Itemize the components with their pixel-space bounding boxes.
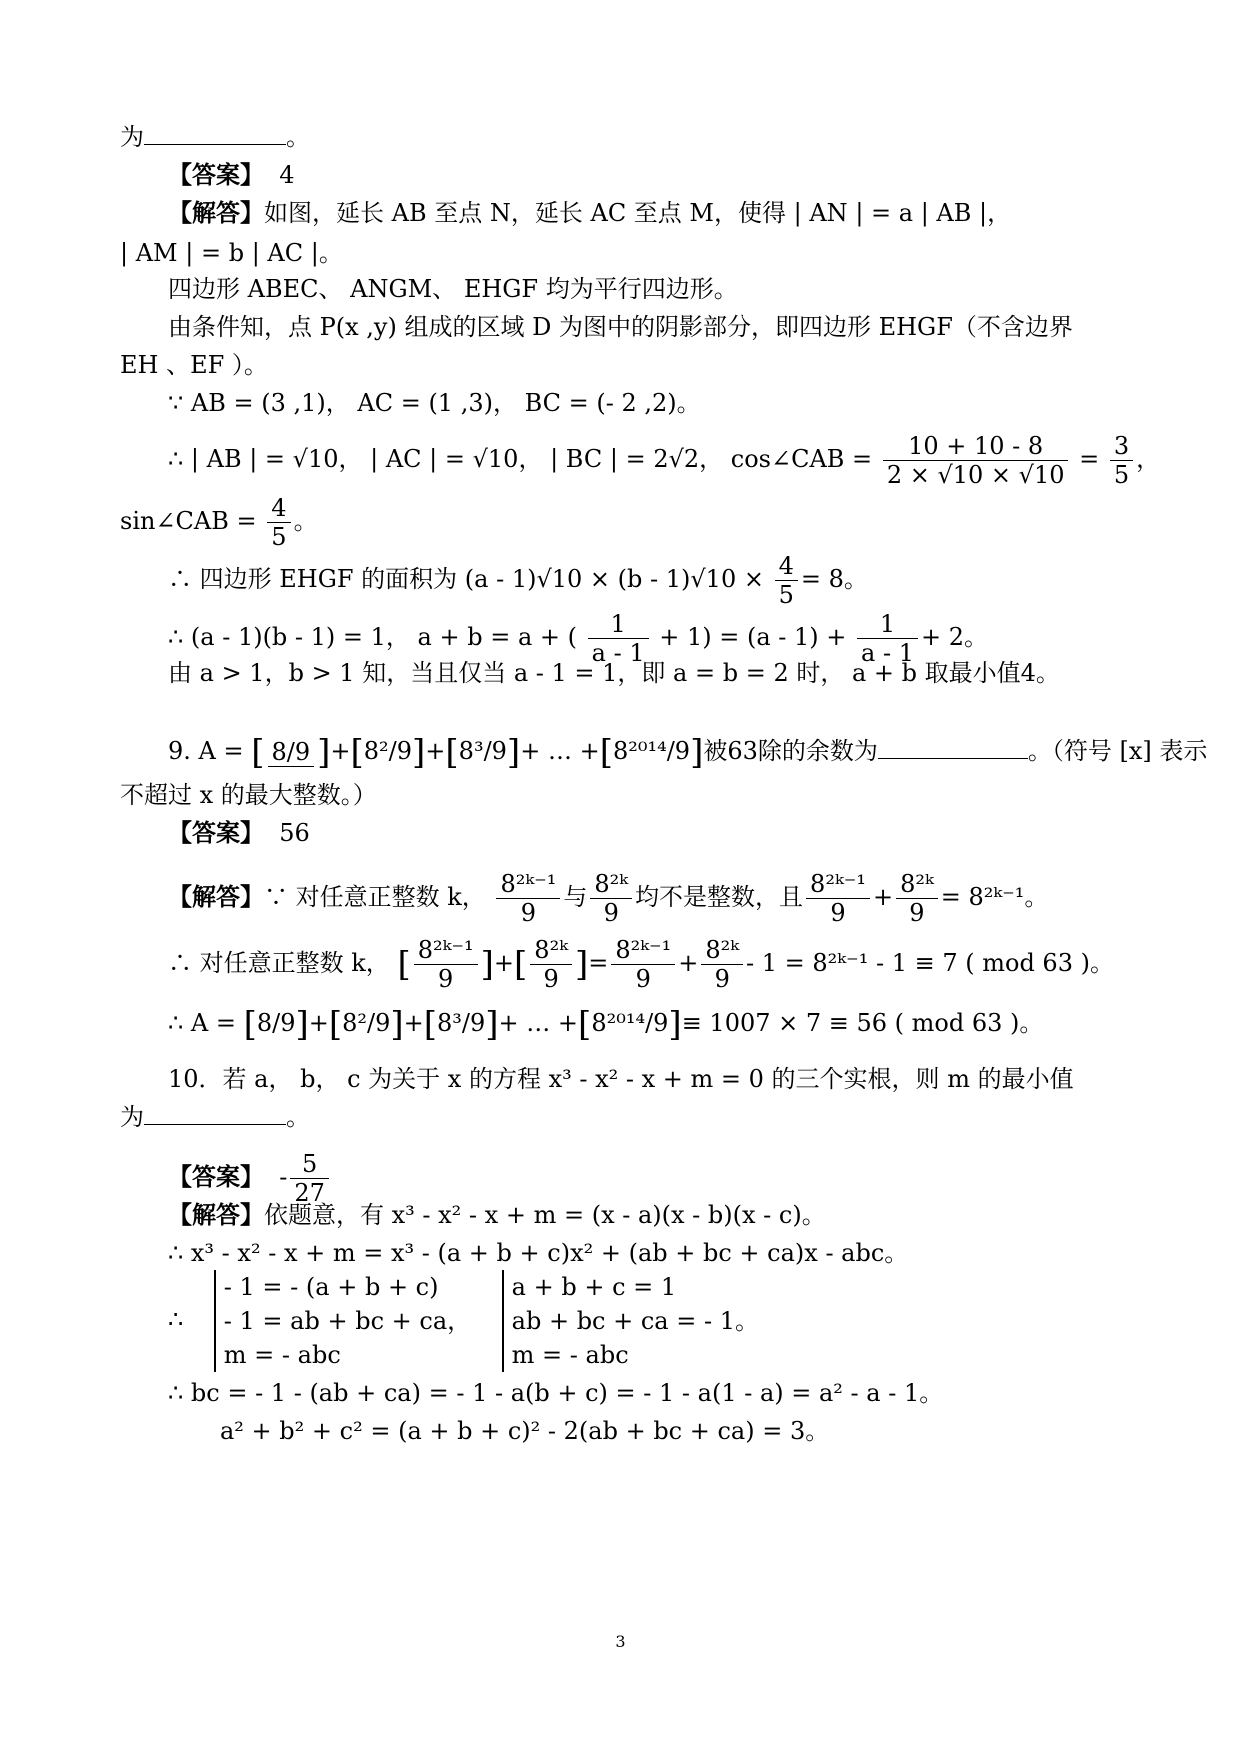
text: ≡ 1007 × 7 ≡ 56 ( mod 63 )。	[681, 1009, 1044, 1037]
denominator: a - 1	[591, 639, 645, 667]
numerator: 8²ᵏ	[530, 936, 572, 965]
floor-bracket: [	[243, 1004, 257, 1045]
floor-bracket: [	[578, 1004, 592, 1045]
solution-q10-line1	[168, 1200, 1178, 1230]
text: - 1 = 8²ᵏ⁻¹ - 1 ≡ 7 ( mod 63 )。	[746, 949, 1114, 977]
term: 8²⁰¹⁴/9	[591, 1009, 669, 1037]
denominator: 9	[438, 965, 454, 993]
text: ∴ x³ - x² - x + m = x³ - (a + b + c)x² + (ab + bc + ca)x - abc。	[168, 1239, 909, 1267]
text: EH 、EF ）。	[120, 351, 268, 379]
text: 均不是整数，且	[635, 883, 804, 911]
numerator: 4	[267, 494, 290, 523]
equation: m = - abc	[511, 1341, 629, 1369]
equation: - 1 = ab + bc + ca，	[223, 1307, 472, 1335]
line-blank-q8	[120, 122, 1130, 152]
question-9: 9. A = [ 8/9 ]+[8²/9]+[8³/9]+ … +[8²⁰¹⁴/9]被63除的余数为 。（符号 [x] 表示	[168, 732, 1208, 773]
floor-bracket: [	[350, 732, 364, 773]
text: ∴ | AB | = √10， | AC | = √10， | BC | = 2√2， cos∠CAB =	[168, 445, 873, 473]
text: 。	[293, 507, 318, 535]
floor-bracket: [	[251, 732, 265, 773]
answer-value: 56	[279, 819, 310, 847]
answer-label: 【答案】	[168, 161, 264, 189]
text: 由 a > 1，b > 1 知，当且仅当 a - 1 = 1，即 a = b = 2 时， a + b 取最小值4。	[168, 659, 1060, 687]
text: = 8。	[800, 565, 868, 593]
text: 不超过 x 的最大整数。）	[120, 781, 377, 809]
floor-bracket: [	[599, 732, 613, 773]
text: -	[279, 1163, 288, 1191]
denominator: a - 1	[861, 639, 914, 667]
text: 为	[120, 1103, 144, 1131]
floor-bracket: ]	[412, 732, 426, 773]
answer-q10	[168, 1150, 1178, 1207]
fraction	[701, 936, 743, 993]
solution-q8-cos	[168, 432, 1178, 489]
solution-q10-line4	[220, 1416, 1230, 1446]
solution-q8-line3	[168, 274, 1178, 304]
term: 8/9	[256, 1009, 296, 1037]
fraction	[611, 936, 675, 993]
term: 8²⁰¹⁴/9	[612, 737, 691, 765]
floor-bracket: ]	[690, 732, 704, 773]
text: 为	[120, 123, 144, 151]
denominator: 9	[714, 965, 730, 993]
solution-q8-area	[168, 552, 1178, 609]
numerator: 8²ᵏ⁻¹	[414, 936, 478, 965]
solution-q8-line5	[120, 350, 1130, 380]
solution-q10-line2	[168, 1238, 1178, 1268]
floor-bracket: ]	[574, 944, 589, 985]
text: 如图，延长 AB 至点 N，延长 AC 至点 M，使得 | AN | = a | AB |，	[264, 199, 1012, 227]
equation-system	[502, 1270, 759, 1372]
text: =	[1079, 445, 1100, 473]
solution-q8-line1	[168, 198, 1178, 228]
text: 被63除的余数为	[703, 737, 878, 765]
equation: ab + bc + ca = - 1。	[511, 1307, 759, 1335]
text: ∴ bc = - 1 - (ab + ca) = - 1 - a(b + c) = - 1 - a(1 - a) = a² - a - 1。	[168, 1379, 944, 1407]
text: 与	[563, 883, 588, 911]
text: + 1) = (a - 1) +	[659, 623, 847, 651]
solution-label: 【解答】	[168, 883, 264, 911]
solution-q10-system	[168, 1270, 1178, 1372]
floor-bracket: ]	[668, 1004, 682, 1045]
ellipsis: …	[526, 1009, 551, 1037]
text: 10．若 a， b， c 为关于 x 的方程 x³ - x² - x + m = 0 的三个实根，则 m 的最小值	[168, 1065, 1074, 1093]
fraction	[883, 432, 1069, 489]
denominator: 5	[271, 523, 287, 551]
solution-q8-vectors	[168, 388, 1178, 418]
solution-q10-line3	[168, 1378, 1178, 1408]
question-10	[168, 1064, 1178, 1094]
fraction	[530, 936, 572, 993]
fraction	[590, 870, 632, 927]
numerator: 1	[857, 610, 918, 639]
text: ∴ 四边形 EHGF 的面积为 (a - 1)√10 × (b - 1)√10 ×	[168, 565, 764, 593]
equation: m = - abc	[223, 1341, 341, 1369]
equation: - 1 = - (a + b + c)	[223, 1273, 439, 1301]
answer-q9	[168, 818, 1178, 848]
answer-blank	[144, 122, 286, 145]
denominator: 9	[909, 899, 925, 927]
denominator: 9	[603, 899, 619, 927]
fraction	[267, 494, 290, 551]
numerator: 8²ᵏ⁻¹	[806, 870, 870, 899]
floor-bracket: ]	[506, 732, 521, 773]
denominator: 5	[778, 581, 794, 609]
denominator: 9	[830, 899, 846, 927]
denominator: 2 × √10 × √10	[886, 461, 1065, 489]
text: | AM | = b | AC |。	[120, 239, 343, 267]
text: ∴ A =	[168, 1009, 236, 1037]
fraction	[896, 870, 938, 927]
ellipsis: …	[547, 737, 572, 765]
text: 依题意，有 x³ - x² - x + m = (x - a)(x - b)(x - c)。	[264, 1201, 826, 1229]
term: 8³/9	[458, 737, 507, 765]
solution-q8-line4	[168, 312, 1178, 342]
solution-q9-line3: ∴ A = [8/9]+[8²/9]+[8³/9]+ … +[8²⁰¹⁴/9]≡ 1007 × 7 ≡ 56 ( mod 63 )。	[168, 1004, 1044, 1045]
floor-bracket: ]	[480, 944, 494, 985]
floor-bracket: [	[445, 732, 459, 773]
fraction	[1110, 432, 1133, 489]
fraction	[775, 552, 798, 609]
fraction	[806, 870, 870, 927]
text: = 8²ᵏ⁻¹。	[940, 883, 1049, 911]
denominator: 9	[635, 965, 651, 993]
floor-bracket: [	[514, 944, 528, 985]
numerator: 5	[290, 1150, 329, 1179]
solution-q8-line2	[120, 238, 1130, 268]
equation-system	[214, 1270, 471, 1372]
numerator: 4	[775, 552, 798, 581]
numerator: 8²ᵏ	[701, 936, 743, 965]
text: 四边形 ABEC、 ANGM、 EHGF 均为平行四边形。	[168, 275, 738, 303]
fraction	[268, 738, 315, 767]
denominator: 27	[294, 1179, 325, 1207]
text: ∵ AB = (3 ,1)， AC = (1 ,3)， BC = (- 2 ,2)。	[168, 389, 701, 417]
question-10-blank	[120, 1102, 1130, 1132]
text: 9. A =	[168, 737, 244, 765]
text: ，	[1136, 445, 1161, 473]
page-number: 3	[615, 1632, 626, 1651]
text: ∵ 对任意正整数 k，	[264, 883, 486, 911]
solution-label: 【解答】	[168, 199, 264, 227]
fraction	[414, 936, 478, 993]
solution-label: 【解答】	[168, 1201, 264, 1229]
floor-bracket: ]	[295, 1004, 309, 1045]
denominator: 9	[543, 965, 559, 993]
floor-bracket: ]	[390, 1004, 404, 1045]
answer-label: 【答案】	[168, 1163, 264, 1191]
numerator: 8²ᵏ⁻¹	[611, 936, 675, 965]
denominator: 9	[520, 899, 537, 927]
numerator: 1	[588, 610, 649, 639]
text: + 2。	[921, 623, 989, 651]
answer-blank	[144, 1102, 286, 1125]
solution-q8-min	[168, 658, 1178, 688]
denominator: 5	[1113, 461, 1130, 489]
text: 。	[286, 1103, 310, 1131]
question-9-note	[120, 780, 1130, 810]
solution-q8-sin	[120, 494, 1130, 551]
equation: a + b + c = 1	[511, 1273, 677, 1301]
floor-bracket: ]	[485, 1004, 499, 1045]
term: 8²/9	[342, 1009, 391, 1037]
answer-blank	[878, 736, 1028, 759]
solution-q9-line1: 【解答】∵ 对任意正整数 k， $\frac{\text{8²ᵏ⁻¹}}{9}$ 与 $\frac{\text{8²ᵏ}}{9}$ 均不是整数，且 $\frac{\text{8²ᵏ⁻¹}}{9}$ + $\frac{\text{8²ᵏ}}{9}$ = 8²ᵏ⁻¹。	[168, 870, 1049, 927]
numerator: 8²ᵏ	[590, 870, 632, 899]
solution-q9-line2: ∴ 对任意正整数 k， [ $\frac{\text{8²ᵏ⁻¹}}{9}$ ]+[ $\frac{\text{8²ᵏ}}{9}$ ]= $\frac{\text{8²ᵏ⁻¹}}{9}$ + $\frac{\text{8²ᵏ}}{9}$ - 1 = 8²ᵏ⁻¹ - 1 ≡ 7 ( mod 63 )。	[168, 936, 1114, 993]
text: a² + b² + c² = (a + b + c)² - 2(ab + bc + ca) = 3。	[220, 1417, 830, 1445]
fraction	[496, 870, 560, 927]
floor-bracket: ]	[317, 732, 331, 773]
numerator: 8/9	[268, 738, 315, 767]
floor-bracket: [	[423, 1004, 438, 1045]
answer-q8	[168, 160, 1178, 190]
text: 。	[286, 123, 310, 151]
floor-bracket: [	[328, 1004, 343, 1045]
numerator: 8²ᵏ	[896, 870, 938, 899]
term: 8²/9	[363, 737, 413, 765]
term: 8³/9	[437, 1009, 486, 1037]
text: ∴ 对任意正整数 k，	[168, 949, 390, 977]
answer-label: 【答案】	[168, 819, 264, 847]
fraction	[290, 1150, 329, 1207]
text: 由条件知，点 P(x ,y) 组成的区域 D 为图中的阴影部分，即四边形 EHGF（不含边界	[168, 313, 1073, 341]
numerator: 3	[1110, 432, 1133, 461]
floor-bracket: [	[397, 944, 411, 985]
text: ∴ (a - 1)(b - 1) = 1， a + b = a + (	[168, 623, 578, 651]
answer-value: 4	[279, 161, 295, 189]
numerator: 8²ᵏ⁻¹	[496, 870, 560, 899]
text: 。（符号 [x] 表示	[1027, 737, 1208, 765]
text: ∴	[168, 1305, 184, 1334]
numerator: 10 + 10 - 8	[883, 432, 1069, 461]
text: sin∠CAB =	[120, 507, 257, 535]
